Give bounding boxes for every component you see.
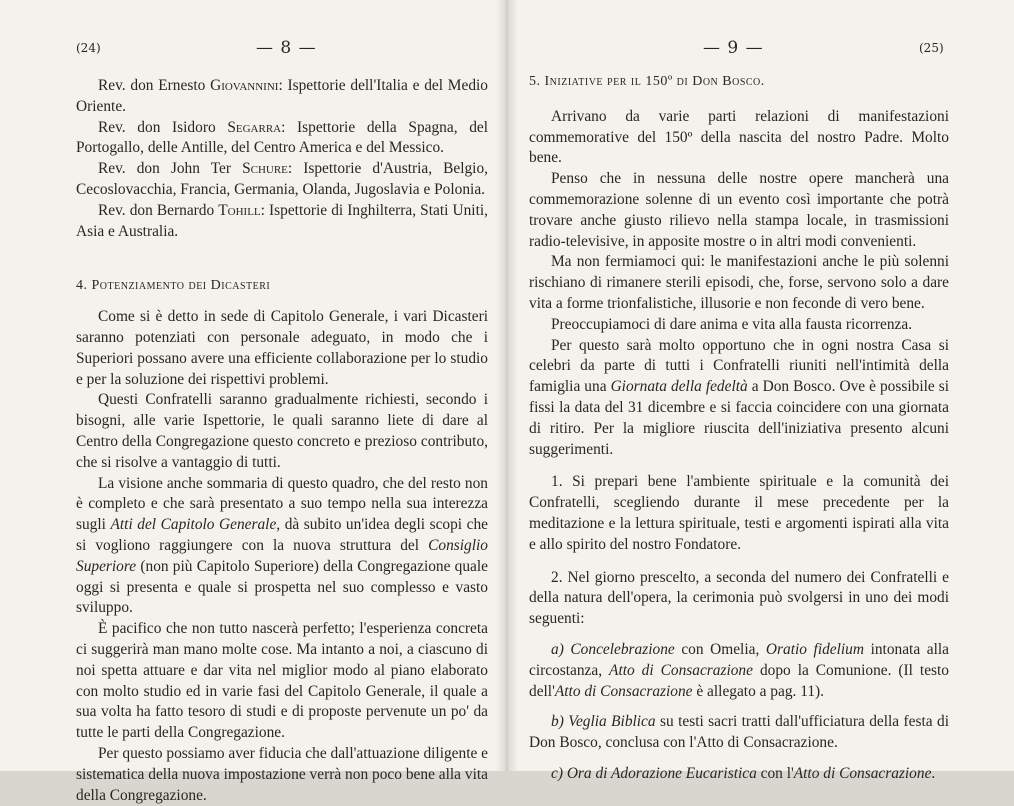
left-page (0, 0, 507, 804)
right-text-column (529, 72, 949, 785)
section-heading-5: 5. Iniziative per il 150º di Don Bosco. (529, 74, 765, 89)
numbered-item: 1. Si prepari bene l'ambiente spirituale e la comunità dei Confratelli, scegliendo durante il mese precedente per la meditazione e la lettura spirituale, testi e argomenti ispirati alla vita e allo spirito del nostro Fondatore. (529, 473, 949, 553)
paragraph: Preoccupiamoci di dare anima e vita alla fausta ricorrenza. (551, 315, 913, 333)
commission-entry: Rev. don Ernesto Giovannini: Ispettorie dell'Italia e del Medio Oriente. (76, 77, 488, 115)
option-item: b) Veglia Biblica su testi sacri tratti dall'ufficiatura della festa di Don Bosco, conclusa con l'Atto di Consacrazione. (529, 713, 949, 752)
option-item: c) Ora di Adorazione Eucaristica con l'Atto di Consacrazione. (551, 764, 936, 782)
page-number-right: — 9 — (703, 38, 764, 58)
paragraph: Arrivano da varie parti relazioni di manifestazioni commemorative del 150º della nascita del nostro Padre. Molto bene. (529, 107, 949, 167)
option-item: a) Concelebrazione con Omelia, Oratio fidelium intonata alla circostanza, Atto di Consacrazione dopo la Comunione. (Il testo dell'Atto di Consacrazione è allegato a pag. 11). (529, 640, 949, 700)
commission-entry: Rev. don John Ter Schure: Ispettorie d'Austria, Belgio, Cecoslovacchia, Francia, Germania, Olanda, Jugoslavia e Polonia. (76, 160, 488, 198)
paragraph: Ma non fermiamoci qui: le manifestazioni anche le più solenni rischiano di rimanere sterili episodi, che, forse, servono solo a dare vita a forme trionfalistiche, illusorie e non feconde di vero bene. (529, 253, 949, 312)
running-head-right: (25) (919, 41, 944, 55)
paragraph: Per questo sarà molto opportuno che in ogni nostra Casa si celebri da parte di tutti i Confratelli riuniti nell'intimità della famiglia una Giornata della fedeltà a Don Bosco. Ove è possibile si fissi la data del 31 dicembre e si faccia coincidere con una giornata di ritiro. Per la migliore riuscita dell'iniziativa presento alcuni suggerimenti. (529, 336, 949, 458)
paragraph: Questi Confratelli saranno gradualmente richiesti, secondo i bisogni, alle varie Ispettorie, le quali saranno liete di dare al Centro della Congregazione questo concreto e prezioso contributo, che si risolve a vantaggio di tutti. (76, 391, 488, 471)
section-heading-4: 4. Potenziamento dei Dicasteri (76, 278, 271, 294)
right-page (507, 0, 1014, 782)
paragraph: È pacifico che non tutto nascerà perfetto; l'esperienza concreta ci suggerirà man mano molte cose. Ma intanto a noi, a ciascuno di noi spetta attuare e dar vita nel miglior modo al piano elaborato con molto studio ed in varie fasi del Capitolo Generale, il quale a sua volta ha fatto tesoro di studi e di proposte pervenute un po' da tutte le parti della Congregazione. (76, 620, 488, 742)
paragraph: Penso che in nessuna delle nostre opere mancherà una commemorazione solenne di un evento così importante che potrà trovare anche giusto rilievo nella stampa locale, in trasmissioni radio-televisive, in apposite mostre o in altri modi convenienti. (529, 170, 949, 250)
commission-entry: Rev. don Bernardo Tohill: Ispettorie di Inghilterra, Stati Uniti, Asia e Australia. (76, 201, 488, 240)
left-text-column (76, 76, 488, 806)
paragraph: Come si è detto in sede di Capitolo Generale, i vari Dicasteri saranno potenziati con personale adeguato, in modo che i Superiori possano avere una efficiente collaborazione per lo studio e per la soluzione dei rispettivi problemi. (76, 308, 488, 388)
commission-entry: Rev. don Isidoro Segarra: Ispettorie della Spagna, del Portogallo, delle Antille, del Centro America e del Messico. (76, 118, 489, 157)
paragraph: Per questo possiamo aver fiducia che dall'attuazione diligente e sistematica della nuova impostazione verrà non poco bene alla vita della Congregazione. (76, 744, 488, 804)
running-head-left: (24) (76, 41, 101, 55)
page-number-left: — 8 — (256, 38, 317, 58)
book-gutter (496, 0, 518, 771)
numbered-item: 2. Nel giorno prescelto, a seconda del numero dei Confratelli e della natura dell'opera, la cerimonia può svolgersi in uno dei modi seguenti: (529, 568, 949, 628)
paragraph: La visione anche sommaria di questo quadro, che del resto non è completo e che sarà presentato a suo tempo nella sua interezza sugli Atti del Capitolo Generale, dà subito un'idea degli scopi che si vogliono raggiungere con la nuova struttura del Consiglio Superiore (non più Capitolo Superiore) della Congregazione quale oggi si presenta e quale si prospetta nel suo complesso e vasto sviluppo. (76, 474, 488, 617)
